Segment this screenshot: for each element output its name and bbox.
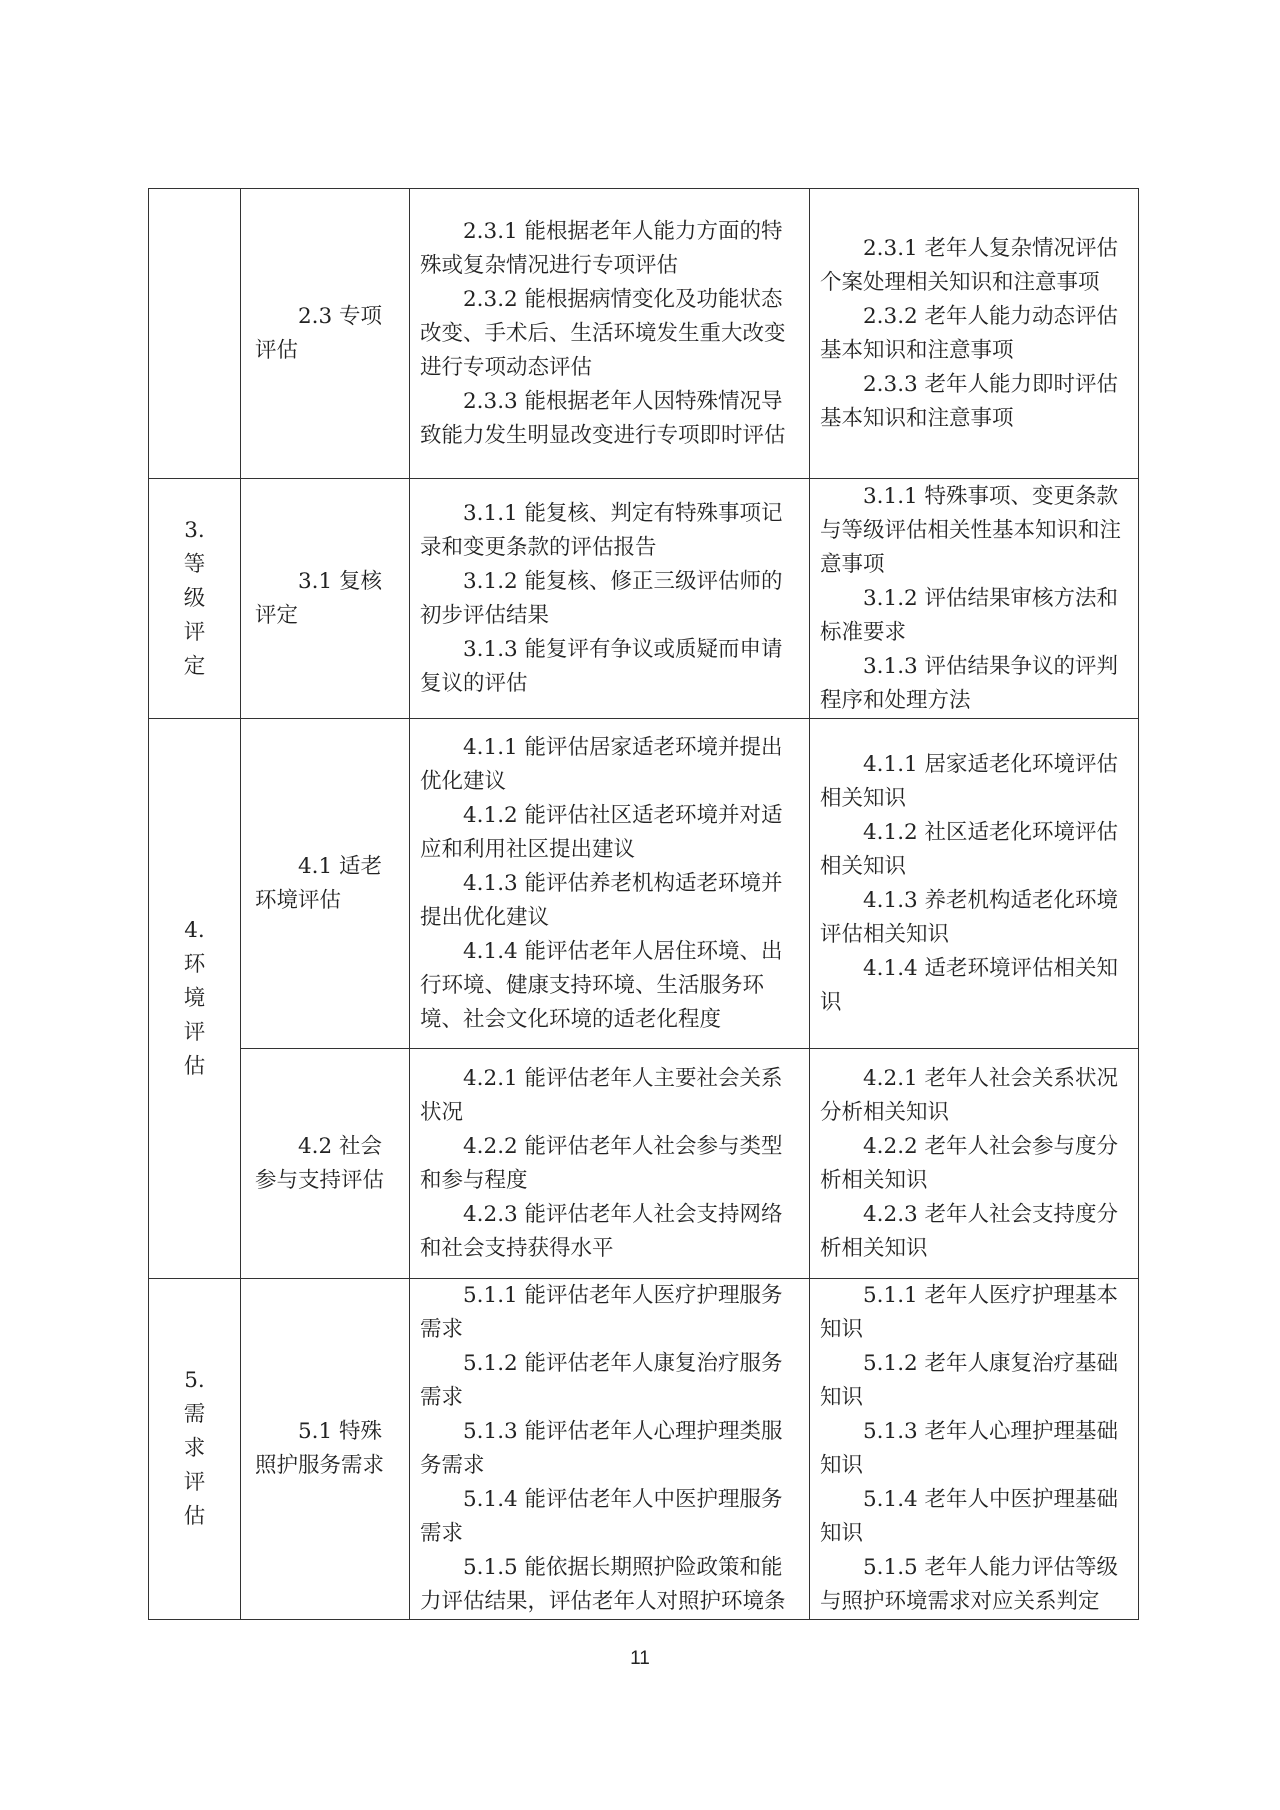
skill-item: 5.1.4 能评估老年人中医护理服务需求 bbox=[420, 1487, 783, 1546]
unit-label: 4.2 社会参与支持评估 bbox=[255, 1133, 385, 1193]
knowledge-item: 3.1.2 评估结果审核方法和标准要求 bbox=[820, 585, 1119, 645]
unit-cell bbox=[241, 479, 410, 719]
knowledge-item: 3.1.1 特殊事项、变更条款与等级评估相关性基本知识和注意事项 bbox=[820, 483, 1122, 577]
unit-label: 2.3 专项评估 bbox=[255, 303, 383, 363]
knowledge-item: 4.2.3 老年人社会支持度分析相关知识 bbox=[820, 1201, 1119, 1261]
knowledge-item: 4.1.3 养老机构适老化环境评估相关知识 bbox=[820, 887, 1119, 947]
category-char: 求 bbox=[183, 1436, 206, 1461]
category-char: 评 bbox=[183, 1019, 206, 1045]
unit-cell bbox=[241, 1279, 410, 1620]
skill-item: 4.1.3 能评估养老机构适老环境并提出优化建议 bbox=[420, 870, 783, 930]
unit-label: 4.1 适老环境评估 bbox=[255, 853, 383, 913]
skill-item: 2.3.3 能根据老年人因特殊情况导致能力发生明显改变进行专项即时评估 bbox=[420, 388, 786, 448]
table-row bbox=[149, 479, 1139, 719]
table-row bbox=[149, 189, 1139, 479]
knowledge-cell bbox=[810, 189, 1139, 479]
category-char: 估 bbox=[183, 1053, 206, 1079]
category-char: 4. bbox=[184, 917, 205, 943]
knowledge-item: 4.2.2 老年人社会参与度分析相关知识 bbox=[820, 1133, 1119, 1193]
unit-cell bbox=[241, 1049, 410, 1279]
skill-item: 4.1.1 能评估居家适老环境并提出优化建议 bbox=[420, 734, 783, 794]
knowledge-item: 5.1.2 老年人康复治疗基础知识 bbox=[820, 1351, 1119, 1410]
skill-item: 2.3.1 能根据老年人能力方面的特殊或复杂情况进行专项评估 bbox=[420, 218, 783, 278]
table-row bbox=[149, 1049, 1139, 1279]
knowledge-item: 5.1.3 老年人心理护理基础知识 bbox=[820, 1419, 1119, 1478]
skill-item: 4.1.2 能评估社区适老环境并对适应和利用社区提出建议 bbox=[420, 802, 783, 862]
unit-label: 5.1 特殊照护服务需求 bbox=[255, 1419, 385, 1478]
knowledge-cell bbox=[810, 719, 1139, 1049]
skills-cell bbox=[410, 1279, 810, 1620]
skill-item: 4.1.4 能评估老年人居住环境、出行环境、健康支持环境、生活服务环境、社会文化环境的适老化程度 bbox=[420, 938, 783, 1032]
category-cell bbox=[149, 1279, 241, 1620]
knowledge-item: 2.3.2 老年人能力动态评估基本知识和注意事项 bbox=[820, 303, 1119, 363]
category-char: 境 bbox=[183, 985, 206, 1011]
category-cell bbox=[149, 479, 241, 719]
category-char: 评 bbox=[183, 619, 206, 645]
page-number: 11 bbox=[630, 1648, 650, 1669]
knowledge-item: 3.1.3 评估结果争议的评判程序和处理方法 bbox=[820, 653, 1119, 713]
skill-item: 5.1.5 能依据长期照护险政策和能力评估结果，评估老年人对照护环境条 bbox=[420, 1555, 786, 1614]
knowledge-item: 5.1.4 老年人中医护理基础知识 bbox=[820, 1487, 1119, 1546]
skill-item: 4.2.2 能评估老年人社会参与类型和参与程度 bbox=[420, 1133, 783, 1193]
skill-item: 3.1.1 能复核、判定有特殊事项记录和变更条款的评估报告 bbox=[420, 500, 783, 560]
skills-cell bbox=[410, 719, 810, 1049]
knowledge-item: 4.1.4 适老环境评估相关知识 bbox=[820, 955, 1119, 1015]
knowledge-item: 5.1.5 老年人能力评估等级与照护环境需求对应关系判定 bbox=[820, 1555, 1119, 1614]
category-char: 5. bbox=[184, 1368, 205, 1393]
skills-cell bbox=[410, 189, 810, 479]
skill-item: 5.1.3 能评估老年人心理护理类服务需求 bbox=[420, 1419, 783, 1478]
category-char: 评 bbox=[183, 1470, 206, 1495]
category-cell bbox=[149, 719, 241, 1279]
skill-item: 4.2.3 能评估老年人社会支持网络和社会支持获得水平 bbox=[420, 1201, 783, 1261]
knowledge-cell bbox=[810, 479, 1139, 719]
skills-cell bbox=[410, 479, 810, 719]
knowledge-item: 4.1.2 社区适老化环境评估相关知识 bbox=[820, 819, 1119, 879]
category-char: 级 bbox=[183, 585, 206, 611]
category-char: 定 bbox=[183, 653, 206, 679]
knowledge-cell bbox=[810, 1049, 1139, 1279]
category-char: 等 bbox=[183, 551, 206, 577]
unit-cell bbox=[241, 719, 410, 1049]
knowledge-item: 2.3.3 老年人能力即时评估基本知识和注意事项 bbox=[820, 371, 1119, 431]
category-char: 需 bbox=[183, 1402, 206, 1427]
knowledge-cell bbox=[810, 1279, 1139, 1620]
skill-item: 5.1.2 能评估老年人康复治疗服务需求 bbox=[420, 1351, 783, 1410]
skills-cell bbox=[410, 1049, 810, 1279]
standards-table bbox=[148, 188, 1139, 1620]
category-char: 环 bbox=[183, 951, 206, 977]
knowledge-item: 4.2.1 老年人社会关系状况分析相关知识 bbox=[820, 1065, 1119, 1125]
knowledge-item: 4.1.1 居家适老化环境评估相关知识 bbox=[820, 751, 1119, 811]
category-cell bbox=[149, 189, 241, 479]
skill-item: 4.2.1 能评估老年人主要社会关系状况 bbox=[420, 1065, 783, 1125]
skill-item: 5.1.1 能评估老年人医疗护理服务需求 bbox=[420, 1283, 783, 1342]
table-row bbox=[149, 1279, 1139, 1620]
unit-label: 3.1 复核评定 bbox=[255, 568, 383, 628]
knowledge-item: 5.1.1 老年人医疗护理基本知识 bbox=[820, 1283, 1119, 1342]
skill-item: 3.1.3 能复评有争议或质疑而申请复议的评估 bbox=[420, 636, 783, 696]
skill-item: 3.1.2 能复核、修正三级评估师的初步评估结果 bbox=[420, 568, 783, 628]
knowledge-item: 2.3.1 老年人复杂情况评估个案处理相关知识和注意事项 bbox=[820, 235, 1119, 295]
table-row bbox=[149, 719, 1139, 1049]
skill-item: 2.3.2 能根据病情变化及功能状态改变、手术后、生活环境发生重大改变进行专项动态评估 bbox=[420, 286, 786, 380]
unit-cell bbox=[241, 189, 410, 479]
category-char: 估 bbox=[183, 1504, 206, 1529]
category-char: 3. bbox=[184, 517, 205, 543]
